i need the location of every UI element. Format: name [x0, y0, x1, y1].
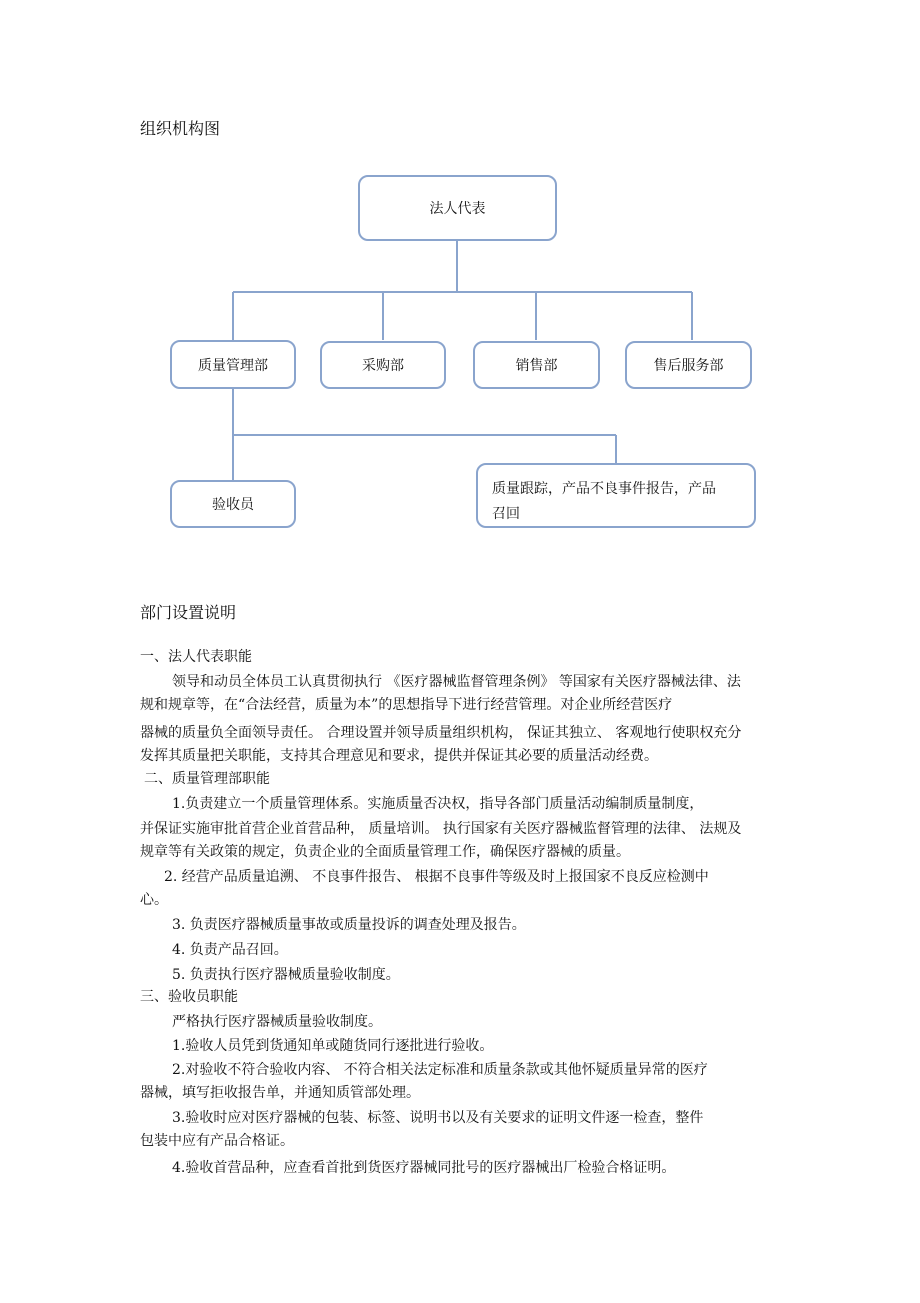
- section-3-line: 器械，填写拒收报告单，并通知质管部处理。: [140, 1085, 420, 1101]
- org-node-legal-representative: 法人代表: [358, 175, 557, 241]
- org-node-sales-dept: 销售部: [473, 341, 600, 389]
- org-node-quality-tracking-label: 质量跟踪，产品不良事件报告，产品召回: [492, 481, 716, 522]
- org-chart-connectors: [0, 0, 920, 600]
- section-3-line: 3.验收时应对医疗器械的包装、标签、说明书以及有关要求的证明文件逐一检查，整件: [172, 1110, 704, 1126]
- org-node-quality-dept: 质量管理部: [170, 340, 296, 389]
- section-3-line: 4.验收首营品种，应查看首批到货医疗器械同批号的医疗器械出厂检验合格证明。: [172, 1160, 676, 1176]
- section-1-line: 领导和动员全体员工认真贯彻执行 《医疗器械监督管理条例》 等国家有关医疗器械法律、法: [172, 674, 741, 690]
- section-1-line: 规和规章等，在“合法经营，质量为本”的思想指导下进行经营管理。对企业所经营医疗: [140, 697, 673, 713]
- section-1-heading: 一、法人代表职能: [140, 649, 252, 665]
- org-chart-title: 组织机构图: [140, 119, 221, 138]
- section-1-line: 发挥其质量把关职能，支持其合理意见和要求，提供并保证其必要的质量活动经费。: [140, 748, 658, 764]
- section-3-heading: 三、验收员职能: [140, 989, 238, 1005]
- section-2-heading: 二、质量管理部职能: [144, 771, 270, 787]
- section-2-line: 2. 经营产品质量追溯、 不良事件报告、 根据不良事件等级及时上报国家不良反应检测中: [164, 869, 709, 885]
- section-3-line: 2.对验收不符合验收内容、 不符合相关法定标准和质量条款或其他怀疑质量异常的医疗: [172, 1062, 708, 1078]
- section-2-line: 5. 负责执行医疗器械质量验收制度。: [172, 967, 400, 983]
- org-node-after-sales-dept: 售后服务部: [625, 341, 752, 389]
- section-title: 部门设置说明: [140, 603, 237, 622]
- section-2-line: 3. 负责医疗器械质量事故或质量投诉的调查处理及报告。: [172, 917, 526, 933]
- section-3-line: 1.验收人员凭到货通知单或随货同行逐批进行验收。: [172, 1038, 494, 1054]
- section-2-line: 并保证实施审批首营企业首营品种， 质量培训。 执行国家有关医疗器械监督管理的法律、 法规及: [140, 821, 742, 837]
- org-node-inspector: 验收员: [170, 480, 296, 528]
- section-3-line: 包装中应有产品合格证。: [140, 1133, 294, 1149]
- section-1-line: 器械的质量负全面领导责任。 合理设置并领导质量组织机构， 保证其独立、 客观地行使职权充分: [140, 725, 742, 741]
- org-node-purchasing-dept: 采购部: [320, 341, 446, 389]
- section-2-line: 1.负责建立一个质量管理体系。实施质量否决权，指导各部门质量活动编制质量制度，: [172, 796, 704, 812]
- section-3-line: 严格执行医疗器械质量验收制度。: [172, 1014, 382, 1030]
- org-node-quality-tracking: [476, 463, 756, 528]
- section-2-line: 4. 负责产品召回。: [172, 942, 288, 958]
- section-2-line: 规章等有关政策的规定，负责企业的全面质量管理工作，确保医疗器械的质量。: [140, 844, 630, 860]
- section-2-line: 心。: [140, 892, 168, 908]
